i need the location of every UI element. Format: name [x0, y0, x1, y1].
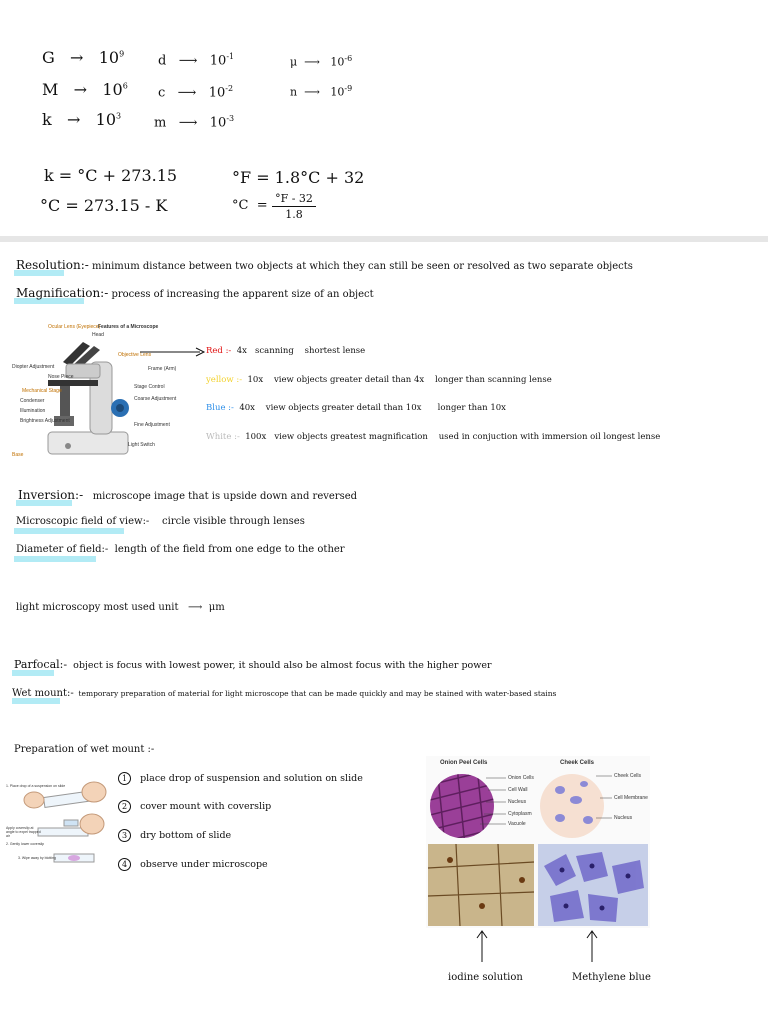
parfocal-definition — [14, 658, 492, 671]
definition-text: circle visible through lenses — [162, 516, 305, 527]
microscope-figure — [8, 322, 198, 462]
unit-note — [16, 602, 225, 613]
lens-item-red — [206, 346, 365, 356]
definition-text: length of the field from one edge to the other — [114, 544, 345, 555]
figure-label: 2. Gently lower coverslip — [6, 842, 45, 846]
lens-description: view objects greatest magnification — [274, 432, 428, 442]
prefix-symbol: k — [42, 110, 52, 129]
figure-title: Features of a Microscope — [98, 324, 159, 330]
prefix-row — [290, 54, 352, 69]
lens-extra: longer than scanning lense — [435, 375, 552, 385]
figure-label: Ocular Lens (Eyepiece) — [48, 324, 101, 330]
figure-label: Cell Membrane — [614, 795, 648, 801]
definition-term: Magnification:- — [16, 286, 109, 300]
arrow-right-icon — [140, 346, 206, 358]
definition-term: Wet mount:- — [12, 688, 74, 699]
figure-label: Nucleus — [614, 815, 633, 821]
figure-label: Cytoplasm — [508, 811, 532, 817]
lens-extra: shortest lense — [304, 346, 366, 356]
step-item — [118, 829, 231, 842]
prefix-power: -1 — [226, 52, 235, 61]
prefix-value: 10 — [209, 53, 227, 69]
lens-color: White :- — [206, 432, 240, 442]
arrow-right-icon: ⟶ — [300, 85, 327, 99]
figure-label: 3. Wipe away by blotting — [18, 856, 56, 860]
prefix-row — [42, 80, 128, 99]
figure-label: Cell Wall — [508, 787, 528, 793]
lens-description: view objects greater detail than 10x — [265, 403, 422, 413]
prefix-value: 10 — [208, 85, 226, 101]
step-number: 1 — [118, 772, 131, 785]
prefix-symbol: c — [158, 85, 166, 101]
definition-text: object is focus with lowest power, it should also be almost focus with the higher power — [73, 660, 492, 671]
definition-text: minimum distance between two objects at which they can still be seen or resolved as two separate objects — [91, 261, 633, 272]
lens-power: 100x — [245, 432, 267, 442]
wet-mount-definition — [12, 688, 556, 699]
fraction — [272, 192, 316, 221]
stain-label-iodine: iodine solution — [448, 972, 523, 983]
lens-description: scanning — [255, 346, 294, 356]
figure-label: Vacuole — [508, 821, 526, 827]
fraction-denominator: 1.8 — [285, 208, 303, 221]
prefix-power: -3 — [226, 114, 235, 123]
lens-item-yellow — [206, 375, 552, 385]
stain-label-methylene: Methylene blue — [572, 972, 651, 983]
figure-label: Brightness Adjustment — [20, 418, 70, 424]
arrow-right-icon: ⟶ — [169, 85, 205, 101]
step-number: 4 — [118, 858, 131, 871]
arrow-up-icon — [584, 930, 600, 964]
step-item — [118, 772, 363, 785]
fraction-bar — [272, 206, 316, 207]
lens-power: 40x — [239, 403, 255, 413]
resolution-definition — [16, 258, 633, 272]
definition-text: process of increasing the apparent size of an object — [111, 289, 374, 300]
definition-term: Inversion:- — [18, 488, 84, 502]
prefix-power: 9 — [119, 49, 125, 59]
field-of-view-definition — [16, 516, 305, 527]
cells-illustration — [426, 756, 650, 928]
arrow-right-icon: ⟶ — [300, 55, 327, 69]
arrow-right-icon: ⟶ — [188, 602, 203, 613]
figure-label: Nucleus — [508, 799, 527, 805]
prefix-power: 6 — [122, 81, 128, 91]
lens-color: yellow :- — [206, 375, 243, 385]
prefix-row — [158, 52, 234, 68]
unit-value: μm — [208, 602, 225, 613]
lens-item-white — [206, 432, 660, 442]
fraction-numerator: °F - 32 — [275, 192, 313, 205]
prefix-row — [158, 84, 233, 100]
wet-mount-figure — [4, 776, 114, 866]
diameter-definition — [16, 544, 345, 555]
arrow-right-icon: ⟶ — [170, 115, 206, 131]
prefix-row — [42, 48, 124, 67]
figure-label: Illumination — [20, 408, 46, 414]
fraction-lhs: °C — [232, 198, 249, 213]
prefix-row — [290, 84, 352, 99]
onion-title: Onion Peel Cells — [440, 760, 488, 766]
prefix-symbol: m — [154, 115, 167, 131]
arrow-right-icon: → — [63, 80, 98, 99]
step-item — [118, 858, 268, 871]
step-text: observe under microscope — [140, 859, 268, 870]
figure-label: Mechanical Stage — [22, 388, 62, 394]
cells-figure — [426, 756, 650, 928]
prefix-symbol: G — [42, 48, 55, 67]
definition-term: Resolution:- — [16, 258, 89, 272]
prefix-symbol: μ — [290, 55, 298, 69]
prefix-symbol: d — [158, 53, 167, 69]
celsius-formula: °C = 273.15 - K — [40, 196, 168, 215]
arrow-right-icon: → — [56, 110, 91, 129]
wet-mount-heading: Preparation of wet mount :- — [14, 744, 155, 755]
kelvin-formula: k = °C + 273.15 — [44, 166, 178, 185]
definition-text: temporary preparation of material for light microscope that can be made quickly and may be stained with water-based stains — [78, 689, 557, 698]
figure-label: Head — [92, 332, 104, 338]
lens-color: Red :- — [206, 346, 232, 356]
prefix-symbol: M — [42, 80, 59, 99]
figure-label: Diopter Adjustment — [12, 364, 55, 370]
figure-label: Apply coverslip at angle to expel trapped air — [6, 826, 41, 838]
prefix-value: 10 — [330, 55, 345, 69]
figure-label: Stage Control — [134, 384, 165, 390]
definition-term: Parfocal:- — [14, 658, 68, 671]
lens-color: Blue :- — [206, 403, 234, 413]
figure-label: 1. Place drop of a suspension on slide — [6, 784, 66, 788]
lens-extra: longer than 10x — [437, 403, 506, 413]
arrow-right-icon: ⟶ — [170, 53, 206, 69]
cheek-title: Cheek Cells — [560, 760, 595, 766]
figure-label: Coarse Adjustment — [134, 396, 177, 402]
prefix-power: 3 — [116, 111, 122, 121]
prefix-value: 10 — [330, 85, 345, 99]
arrow-up-icon — [474, 930, 490, 964]
step-text: cover mount with coverslip — [140, 801, 272, 812]
lens-power: 4x — [236, 346, 247, 356]
lens-extra: used in conjuction with immersion oil longest lense — [438, 432, 661, 442]
figure-label: Cheek Cells — [614, 773, 641, 779]
highlight — [14, 556, 96, 562]
wet-mount-illustration — [4, 776, 114, 866]
figure-label: Onion Cells — [508, 775, 534, 781]
fahrenheit-formula: °F = 1.8°C + 32 — [232, 168, 365, 187]
prefix-row — [154, 114, 234, 130]
prefix-symbol: n — [290, 85, 298, 99]
figure-label: Objective Lens — [118, 352, 152, 358]
prefix-value: 10 — [98, 48, 120, 67]
definition-term: Diameter of field:- — [16, 544, 109, 555]
celsius-fraction-formula: °C = — [232, 198, 272, 213]
step-text: place drop of suspension and solution on slide — [140, 773, 363, 784]
prefix-row — [42, 110, 121, 129]
section-divider — [0, 236, 768, 242]
arrow-right-icon: → — [59, 48, 94, 67]
definition-text: microscope image that is upside down and reversed — [92, 491, 358, 502]
prefix-power: -2 — [225, 84, 234, 93]
step-number: 3 — [118, 829, 131, 842]
step-item — [118, 800, 271, 813]
lens-description: view objects greater detail than 4x — [273, 375, 425, 385]
lens-power: 10x — [247, 375, 264, 385]
figure-label: Nose Piece — [48, 374, 74, 380]
prefix-value: 10 — [95, 110, 116, 129]
figure-label: Base — [12, 452, 24, 458]
unit-text: light microscopy most used unit — [16, 602, 179, 613]
definition-term: Microscopic field of view:- — [16, 516, 150, 527]
lens-item-blue — [206, 403, 506, 413]
inversion-definition — [18, 488, 357, 502]
figure-label: Condenser — [20, 398, 45, 404]
magnification-definition — [16, 286, 374, 300]
figure-label: Frame (Arm) — [148, 366, 177, 372]
prefix-value: 10 — [102, 80, 123, 99]
figure-label: Fine Adjustment — [134, 422, 170, 428]
step-text: dry bottom of slide — [140, 830, 232, 841]
step-number: 2 — [118, 800, 131, 813]
highlight — [14, 528, 124, 534]
prefix-value: 10 — [209, 115, 227, 131]
figure-label: Light Switch — [128, 442, 155, 448]
prefix-power: -6 — [344, 54, 353, 63]
prefix-power: -9 — [344, 84, 353, 93]
